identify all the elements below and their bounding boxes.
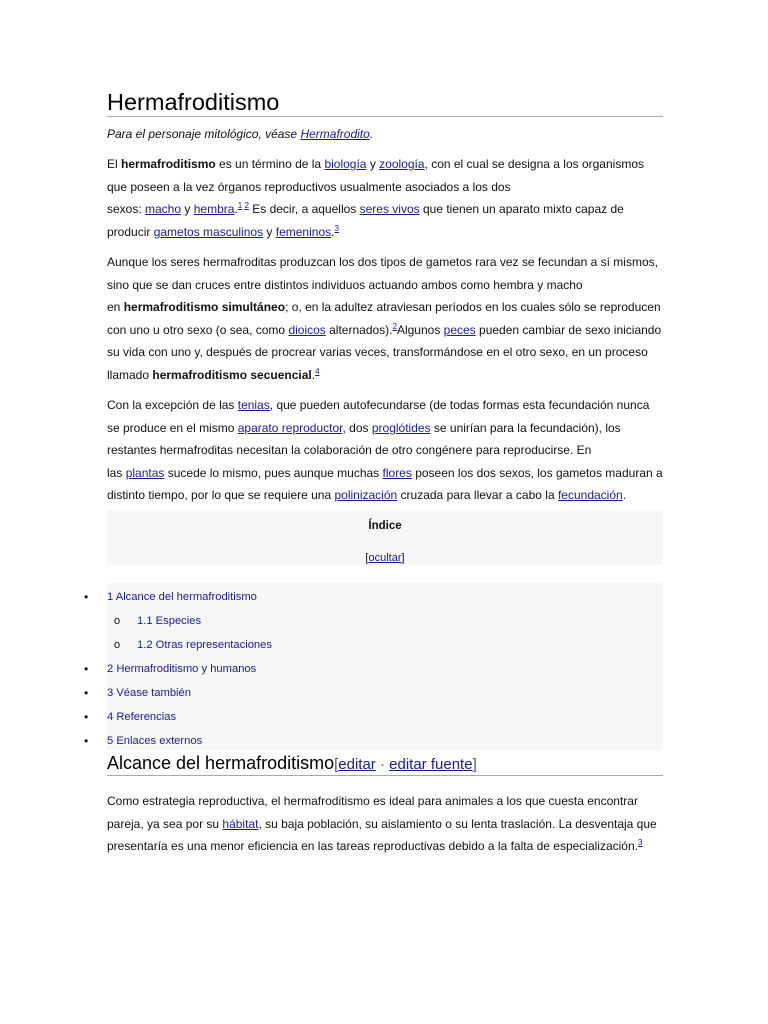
paragraph-line (107, 251, 667, 274)
toc-item (0, 657, 768, 681)
hatnote (107, 123, 373, 145)
text: es un término de la (215, 157, 325, 171)
text: , con el cual se designa a los organismos (424, 157, 644, 171)
toc-link-referencias[interactable] (107, 705, 176, 729)
toc-item (0, 633, 768, 657)
paragraph-line (107, 439, 667, 462)
link-hembra[interactable]: hembra (193, 202, 235, 216)
toc-hide-link[interactable]: ocultar (368, 552, 402, 564)
section-title: Alcance del hermafroditismo (107, 753, 335, 773)
paragraph-line (107, 364, 667, 387)
toc-number: 1.1 (137, 615, 153, 627)
toc-list (0, 585, 768, 753)
toc-number: 5 (107, 735, 114, 747)
text: ; o, en la adultez atraviesan períodos en los cuales sólo se reproducen (285, 300, 661, 314)
section-heading (107, 751, 663, 776)
paragraph-line (107, 417, 667, 440)
text: alternados). (325, 322, 393, 337)
bullet-icon: • (84, 662, 89, 676)
circle-bullet-icon: o (114, 639, 121, 651)
text: y (366, 157, 380, 171)
reference-2-link[interactable]: 2 (244, 201, 249, 210)
paragraph-line (107, 462, 667, 485)
text: pareja, ya sea por su (107, 816, 223, 831)
text: llamado (107, 367, 153, 382)
toc-item (0, 705, 768, 729)
text: Como estrategia reproductiva, el hermafroditismo es ideal para animales a los que cuesta encontrar (107, 794, 638, 808)
intro-paragraph-2 (107, 251, 667, 386)
text: restantes hermafroditas necesitan la colaboración de otro congénere para reproducirse. En (107, 443, 592, 457)
link-dioicos[interactable]: dioicos (288, 322, 326, 337)
text: Es decir, a aquellos (248, 202, 360, 216)
toc-number: 1.2 (137, 639, 153, 651)
intro-paragraph-3 (107, 394, 667, 507)
toc-link-hermafroditismo-humanos[interactable] (107, 657, 256, 681)
paragraph-line (107, 221, 667, 244)
toc-number: 4 (107, 711, 114, 723)
text: se produce en el mismo (107, 420, 238, 435)
separator: · (375, 756, 390, 773)
paragraph-line (107, 176, 667, 199)
toc-item (0, 585, 768, 609)
toc-item (0, 681, 768, 705)
toc-number: 1 (107, 591, 114, 603)
text: Aunque los seres hermafroditas produzcan los dos tipos de gametos rara vez se fecundan a sí mismos, (107, 255, 658, 269)
intro-paragraph-1 (107, 153, 667, 243)
reference-2-link[interactable]: 2 (392, 321, 397, 331)
text: se unirían para la fecundación), los (430, 420, 621, 435)
paragraph-line (107, 813, 667, 836)
link-aparato-reproductor[interactable]: aparato reproductor (237, 420, 343, 435)
paragraph-line (107, 153, 667, 176)
text: . (311, 367, 316, 382)
link-seres-vivos[interactable]: seres vivos (359, 202, 420, 216)
text: , su baja población, su aislamiento o su lenta traslación. La desventaja que (258, 816, 657, 831)
bracket: ] (472, 756, 477, 773)
link-femeninos[interactable]: femeninos (275, 224, 332, 239)
paragraph-line (107, 484, 667, 507)
section-paragraph (107, 790, 667, 858)
link-gametos-masculinos[interactable]: gametos masculinos (153, 224, 264, 239)
hatnote-text: Para el personaje mitológico, véase (107, 127, 301, 141)
reference-1-link[interactable]: 1 (237, 201, 243, 210)
toc-link-alcance[interactable] (107, 585, 257, 609)
text: presentaría es una menor eficiencia en las tareas reproductivas debido a la falta de especialización. (107, 839, 638, 853)
text: . (622, 488, 627, 502)
text: producir (107, 224, 154, 239)
toc-label: Alcance del hermafroditismo (115, 591, 257, 603)
page-title: Hermafroditismo (107, 88, 663, 117)
bold-term: hermafroditismo simultáneo (123, 300, 286, 314)
link-peces[interactable]: peces (443, 322, 476, 337)
link-plantas[interactable]: plantas (125, 465, 165, 480)
circle-bullet-icon: o (114, 615, 121, 627)
link-habitat[interactable]: hábitat (222, 816, 259, 831)
text: El (107, 157, 122, 171)
toc-label: Especies (155, 615, 202, 627)
toc-link-enlaces-externos[interactable] (107, 729, 202, 753)
edit-source-link[interactable]: editar fuente (389, 756, 473, 773)
link-proglotides[interactable]: proglótides (371, 420, 431, 435)
text: Algunos (396, 322, 444, 337)
toc-label: Hermafroditismo y humanos (116, 663, 257, 675)
link-tenias[interactable]: tenias (237, 398, 270, 412)
bracket: ] (401, 552, 405, 564)
link-flores[interactable]: flores (382, 465, 412, 480)
bullet-icon: • (84, 710, 89, 724)
bracket: [ (334, 756, 339, 773)
edit-link[interactable]: editar (338, 756, 376, 773)
text: Con la excepción de las (107, 398, 238, 412)
reference-4-link[interactable]: 4 (315, 366, 320, 376)
toc-item (0, 729, 768, 753)
text: , que pueden autofecundarse (de todas formas esta fecundación nunca (269, 398, 650, 412)
text: y (263, 224, 276, 239)
toc-header (107, 510, 663, 565)
reference-3-link[interactable]: 3 (334, 223, 339, 233)
bracket: [ (365, 552, 369, 564)
text: las (107, 465, 126, 480)
paragraph-line (107, 790, 667, 813)
paragraph-line (107, 274, 667, 297)
text: sucede lo mismo, pues aunque muchas (164, 465, 383, 480)
text: distinto tiempo, por lo que se requiere una (107, 488, 335, 502)
text: su vida con uno y, después de procrear varias veces, transformándose en el otro sexo, en un proceso (107, 345, 648, 359)
text: sexos: (107, 202, 146, 216)
bullet-icon: • (84, 686, 89, 700)
paragraph-line (107, 835, 667, 858)
text: que tienen un aparato mixto capaz de (419, 202, 624, 216)
text: cruzada para llevar a cabo la (397, 488, 558, 502)
text: sino que se dan cruces entre distintos individuos actuando ambos como hembra y macho (107, 277, 583, 292)
link-fecundacion[interactable]: fecundación (557, 488, 623, 502)
paragraph-line (107, 394, 667, 417)
toc-label: Otras representaciones (155, 639, 272, 651)
toc-number: 3 (107, 687, 114, 699)
text: . (331, 224, 335, 239)
text: poseen los dos sexos, los gametos maduran a (411, 465, 663, 480)
edit-section-links (334, 756, 477, 773)
link-hermafrodito[interactable]: Hermafrodito (300, 127, 370, 141)
bold-term: hermafroditismo (121, 157, 216, 171)
toc-label: Enlaces externos (116, 735, 203, 747)
toc-toggle (107, 550, 663, 566)
hatnote-text: . (369, 127, 374, 141)
paragraph-line (107, 319, 667, 342)
paragraph-line (107, 341, 667, 364)
toc-link-especies[interactable] (137, 609, 201, 633)
paragraph-line (107, 296, 667, 319)
reference-3-link[interactable]: 3 (637, 838, 643, 847)
text: que poseen a la vez órganos reproductivos usualmente asociados a los dos (107, 179, 511, 194)
text: . (234, 202, 238, 216)
toc-label: Véase también (116, 687, 191, 699)
text: con uno u otro sexo (o sea, como (107, 322, 289, 337)
paragraph-line (107, 198, 667, 221)
text: pueden cambiar de sexo iniciando (475, 322, 662, 337)
bullet-icon: • (84, 734, 89, 748)
bullet-icon: • (84, 590, 89, 604)
toc-link-vease-tambien[interactable] (107, 681, 191, 705)
text: y (181, 202, 194, 216)
link-macho[interactable]: macho (145, 202, 182, 216)
link-polinizacion[interactable]: polinización (334, 488, 398, 502)
link-biologia[interactable]: biología (324, 157, 367, 171)
bold-term: hermafroditismo secuencial (152, 367, 312, 382)
link-zoologia[interactable]: zoología (379, 157, 425, 171)
toc-number: 2 (107, 663, 114, 675)
toc-item (0, 609, 768, 633)
text: en (107, 300, 124, 314)
toc-title: Índice (368, 520, 402, 532)
text: , dos (342, 420, 372, 435)
toc-label: Referencias (116, 711, 177, 723)
toc-link-otras-representaciones[interactable] (137, 633, 272, 657)
